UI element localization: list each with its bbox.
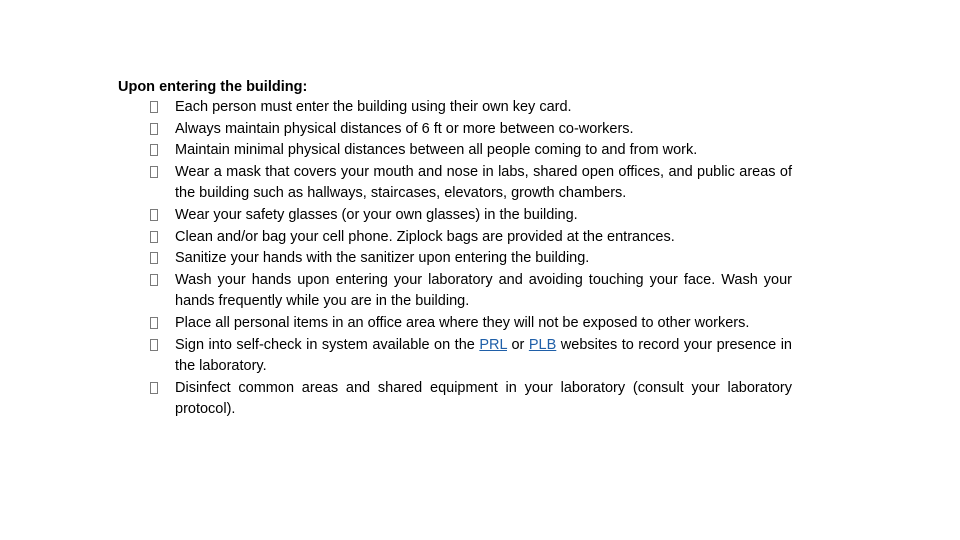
- list-item: [150, 313, 792, 335]
- list-item: [150, 335, 792, 378]
- list-item-text-prefix: Sign into self-check in system available on the: [175, 336, 480, 353]
- list-item: [150, 270, 792, 313]
- list-item-text: Maintain minimal physical distances between all people coming to and from work.: [175, 142, 698, 159]
- list-item-text: Always maintain physical distances of 6 ft or more between co-workers.: [175, 120, 634, 137]
- list-item: [150, 97, 792, 119]
- list-item-text: Place all personal items in an office area where they will not be exposed to other workers.: [175, 314, 750, 331]
- missing-glyph-bullet-icon: [150, 339, 158, 351]
- list-item-text-suffix: websites to record your presence in the laboratory.: [175, 336, 792, 375]
- list-item-text: Wash your hands upon entering your laboratory and avoiding touching your face. Wash your hands frequently while you are in the building.: [175, 271, 792, 310]
- missing-glyph-bullet-icon: [150, 101, 158, 113]
- list-item: [150, 378, 792, 421]
- missing-glyph-bullet-icon: [150, 123, 158, 135]
- list-item: [150, 140, 792, 162]
- missing-glyph-bullet-icon: [150, 274, 158, 286]
- plb-website-link[interactable]: PLB: [528, 336, 557, 353]
- list-item: [150, 162, 792, 205]
- missing-glyph-bullet-icon: [150, 166, 158, 178]
- prl-website-link[interactable]: PRL: [479, 336, 507, 353]
- list-item: [150, 227, 792, 249]
- list-item-text: Sanitize your hands with the sanitizer upon entering the building.: [175, 250, 590, 267]
- missing-glyph-bullet-icon: [150, 144, 158, 156]
- missing-glyph-bullet-icon: [150, 317, 158, 329]
- list-item: [150, 205, 792, 227]
- missing-glyph-bullet-icon: [150, 209, 158, 221]
- list-item-text: Wear a mask that covers your mouth and nose in labs, shared open offices, and public areas of the building such as hallways, staircases, elevators, growth chambers.: [175, 163, 792, 202]
- list-item-text-middle: or: [507, 336, 529, 353]
- missing-glyph-bullet-icon: [150, 231, 158, 243]
- missing-glyph-bullet-icon: [150, 382, 158, 394]
- section-heading: Upon entering the building:: [118, 79, 308, 95]
- list-item-text: Clean and/or bag your cell phone. Ziplock bags are provided at the entrances.: [175, 228, 675, 245]
- guidelines-list: [150, 97, 792, 421]
- list-item: [150, 119, 792, 141]
- list-item: [150, 248, 792, 270]
- missing-glyph-bullet-icon: [150, 252, 158, 264]
- list-item-text: Each person must enter the building using their own key card.: [175, 99, 572, 115]
- list-item-text: Wear your safety glasses (or your own glasses) in the building.: [175, 206, 578, 223]
- list-item-text: Disinfect common areas and shared equipment in your laboratory (consult your laboratory protocol).: [175, 379, 792, 418]
